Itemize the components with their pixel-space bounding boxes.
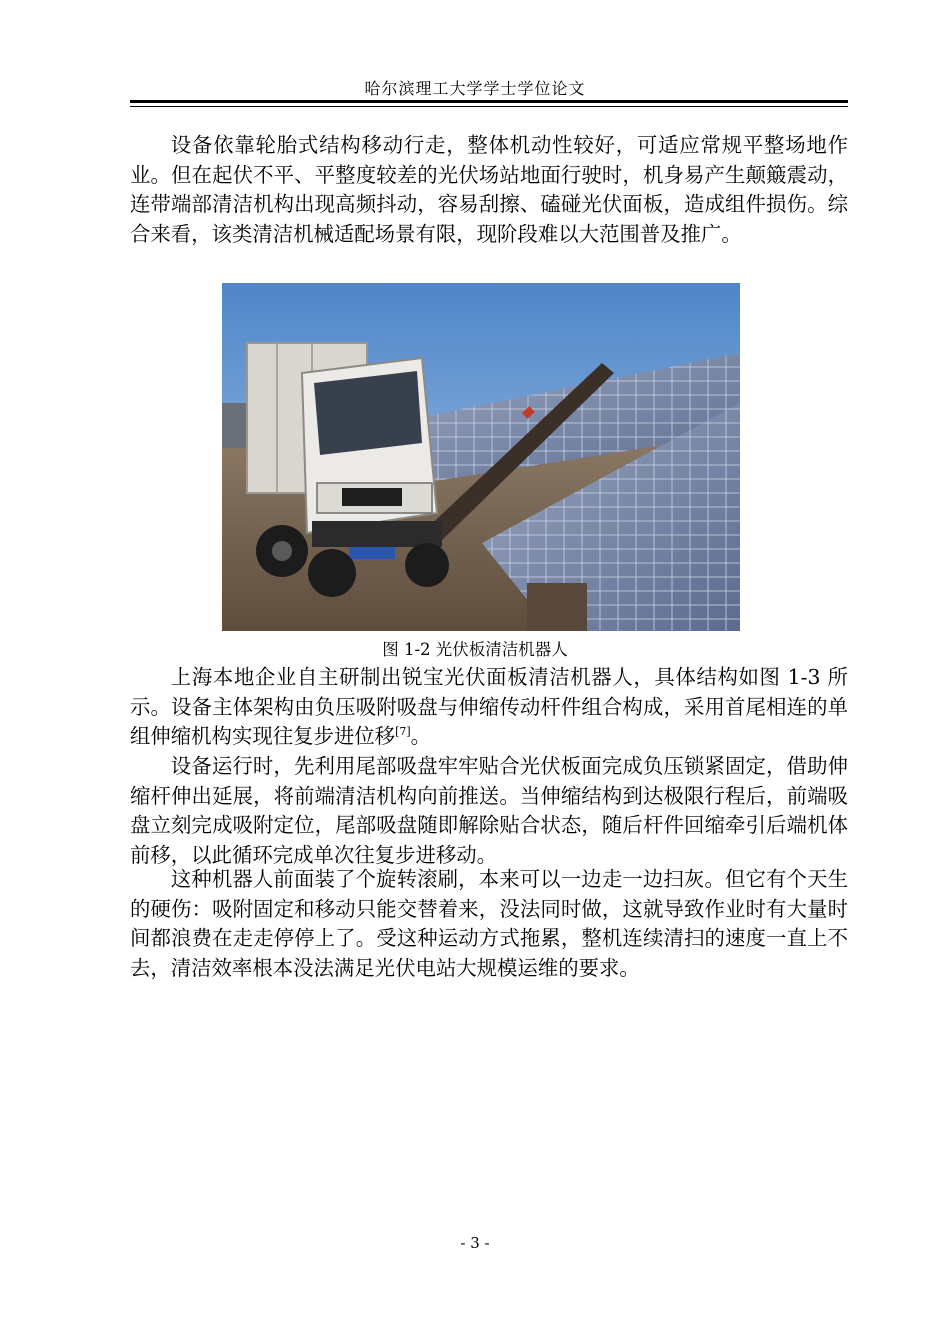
header-rule-thick [130, 100, 848, 103]
paragraph-2-text [130, 663, 848, 752]
running-header: 哈尔滨理工大学学士学位论文 [364, 79, 586, 98]
paragraph-3-text: 设备运行时，先利用尾部吸盘牢牢贴合光伏板面完成负压锁紧固定，借助伸缩杆伸出延展，将前端清洁机构向前推送。当伸缩结构到达极限行程后，前端吸盘立刻完成吸附定位，尾部吸盘随即解除贴合状态，随后杆件回缩牵引后端机体前移，以此循环完成单次往复步进移动。 [130, 754, 848, 867]
paragraph-2-main: 上海本地企业自主研制出锐宝光伏面板清洁机器人，具体结构如图 1-3 所示。设备主体架构由负压吸附吸盘与伸缩传动杆件组合构成，采用首尾相连的单组伸缩机构实现往复步进位移 [130, 665, 848, 748]
paragraph-2 [130, 663, 848, 752]
header-rule-thin [130, 106, 848, 107]
paragraph-1-text: 设备依靠轮胎式结构移动行走，整体机动性较好，可适应常规平整场地作业。但在起伏不平、平整度较差的光伏场站地面行驶时，机身易产生颠簸震动，连带端部清洁机构出现高频抖动，容易刮擦、磕碰光伏面板，造成组件损伤。综合来看，该类清洁机械适配场景有限，现阶段难以大范围普及推广。 [130, 133, 848, 246]
page-number: - 3 - [460, 1234, 490, 1252]
paragraph-4 [130, 865, 848, 983]
photo-illustration [222, 283, 740, 631]
paragraph-1 [130, 131, 848, 249]
citation-7: [7] [395, 725, 411, 739]
paragraph-3 [130, 752, 848, 870]
figure-caption: 图 1-2 光伏板清洁机器人 [382, 640, 568, 659]
figure-cleaning-robot-photo [222, 283, 740, 631]
paragraph-2-end: 。 [410, 724, 432, 748]
paragraph-4-text: 这种机器人前面装了个旋转滚刷，本来可以一边走一边扫灰。但它有个天生的硬伤：吸附固定和移动只能交替着来，没法同时做，这就导致作业时有大量时间都浪费在走走停停上了。受这种运动方式拖累，整机连续清扫的速度一直上不去，清洁效率根本没法满足光伏电站大规模运维的要求。 [130, 867, 848, 980]
